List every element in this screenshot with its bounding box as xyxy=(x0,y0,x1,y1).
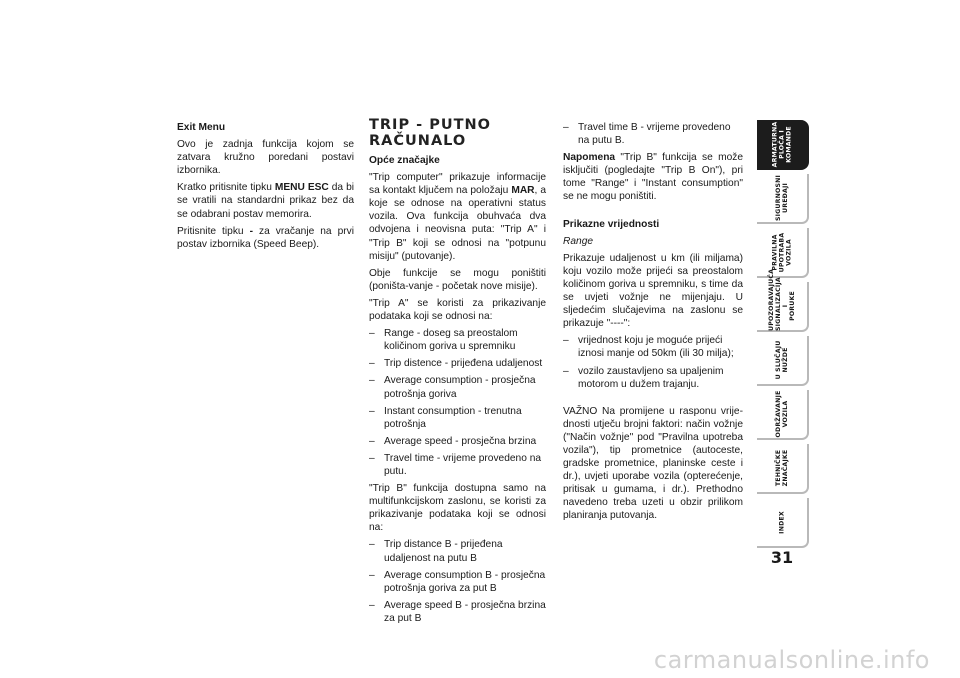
column-middle xyxy=(369,117,546,629)
tab-safety-devices[interactable]: SIGURNOSNI UREĐAJI xyxy=(757,174,809,224)
list-item: – Instant consumption - trenutna potrošnja xyxy=(369,405,546,431)
range-conditions-list xyxy=(563,334,743,390)
page-number: 31 xyxy=(770,548,794,567)
chapter-tabs xyxy=(757,120,809,552)
list-item: – Average speed B - prosječna brzina za put B xyxy=(369,599,546,625)
menu-esc-paragraph: Kratko pritisnite tipku MENU ESC da bi se vratili na standardni prikaz bez da se odabrani postav memorira. xyxy=(177,182,355,220)
tab-correct-use[interactable]: PRAVILNA UPOTRABA VOZILA xyxy=(757,228,809,278)
tab-dashboard-controls[interactable]: ARMATURNA PLOČA I KOMANDE xyxy=(757,120,809,170)
trip-b-list xyxy=(369,538,546,625)
list-item: – vrijednost koju je moguće prijeći iznosi manje od 50km (ili 30 milja); xyxy=(563,334,743,360)
tab-technical-specs[interactable]: TEHNIČKE ZNAČAJKE xyxy=(757,444,809,494)
tab-emergency[interactable]: U SLUČAJU NUŽDE xyxy=(757,336,809,386)
general-features-heading: Opće značajke xyxy=(369,155,440,166)
trip-a-list xyxy=(369,327,546,478)
list-item: – vozilo zaustavljeno sa upaljenim motorom u dužem trajanju. xyxy=(563,365,743,391)
list-item: – Trip distance B - prijeđena udaljenost na putu B xyxy=(369,538,546,564)
note-paragraph: Napomena "Trip B" funkcija se može isključiti (pogledajte "Trip B On"), pri tome "Range" i "Instant consumption" se ne mogu poništiti. xyxy=(563,152,743,203)
trip-a-intro: "Trip A" se koristi za prikazivanje podataka koji se odnosi na: xyxy=(369,297,546,323)
list-item: – Average speed - prosječna brzina xyxy=(369,435,546,448)
list-item: – Trip distence - prijeđena udaljenost xyxy=(369,357,546,370)
column-left xyxy=(177,121,354,255)
reset-paragraph: Obje funkcije se mogu poništiti (poništa-vanje - početak nove misije). xyxy=(369,267,546,292)
important-paragraph: VAŽNO Na promijene u rasponu vrije-dnosti utječu brojni faktori: način vožnje ("Način vožnje" pod "Pravilna upotreba vozila"), tip prometnice (autoceste, gradske prometnice, planinske ceste i dr.), uvjeti uporabe vozila (opterećenje, pritisak u gumama, i dr.). Prethodno navedeno treba uzeti u obzir prilikom planiranja putovanja. xyxy=(563,405,743,522)
menu-esc-key: MENU ESC xyxy=(274,182,329,194)
section-title: TRIP - PUTNO RAČUNALO xyxy=(369,117,491,149)
tab-maintenance[interactable]: ODRŽAVANJE VOZILA xyxy=(757,390,809,440)
range-paragraph: Prikazuje udaljenost u km (ili miljama) koju vozilo može prijeći sa preostalom količinom goriva u spremniku, s time da se uvjeti vožnje ne mijenjaju. U sljedećim slučajevima na zaslonu se prikazuje "----": xyxy=(563,252,743,330)
tab-warning-lights[interactable]: UPOZORAVAJUĆA SIGNALIZACIJA I PORUKE xyxy=(757,282,809,332)
minus-key: - xyxy=(249,225,253,237)
tab-index[interactable]: INDEX xyxy=(757,498,809,548)
list-item: – Travel time - vrijeme provedeno na putu. xyxy=(369,452,546,478)
exit-menu-paragraph: Ovo je zadnja funkcija kojom se zatvara kružno poredani postavi izbornika. xyxy=(177,139,354,177)
range-label: Range xyxy=(563,235,594,247)
trip-b-intro: "Trip B" funkcija dostupna samo na multifunkcijskom zaslonu, se koristi za prikazivanje podataka koji se odnosi na: xyxy=(369,483,546,534)
list-item: – Travel time B - vrijeme provedeno na putu B. xyxy=(563,121,743,147)
watermark: carmanualsonline.info xyxy=(653,646,930,674)
exit-menu-heading: Exit Menu xyxy=(177,122,226,133)
trip-b-list-continued xyxy=(563,121,743,147)
mar-position: MAR xyxy=(511,185,535,197)
column-right xyxy=(563,121,743,527)
displayed-values-heading: Prikazne vrijednosti xyxy=(563,218,660,230)
list-item: – Range - doseg sa preostalom količinom goriva u spremniku xyxy=(369,327,546,353)
trip-computer-paragraph: "Trip computer" prikazuje informacije sa kontakt ključem na položaju MAR, a koje se odnose na operativni status vozila. Ova funkcija obuhvaća dva odvojena i neovisna puta: "Trip A" i "Trip B" koji se odnosi na "potpunu misiju" (putovanje). xyxy=(369,172,547,262)
minus-key-paragraph: Pritisnite tipku - za vračanje na prvi postav izbornika (Speed Beep). xyxy=(177,225,354,250)
list-item: – Average consumption B - prosječna potrošnja goriva za put B xyxy=(369,569,546,595)
note-label: Napomena xyxy=(563,152,616,164)
list-item: – Average consumption - prosječna potrošnja goriva xyxy=(369,374,546,400)
